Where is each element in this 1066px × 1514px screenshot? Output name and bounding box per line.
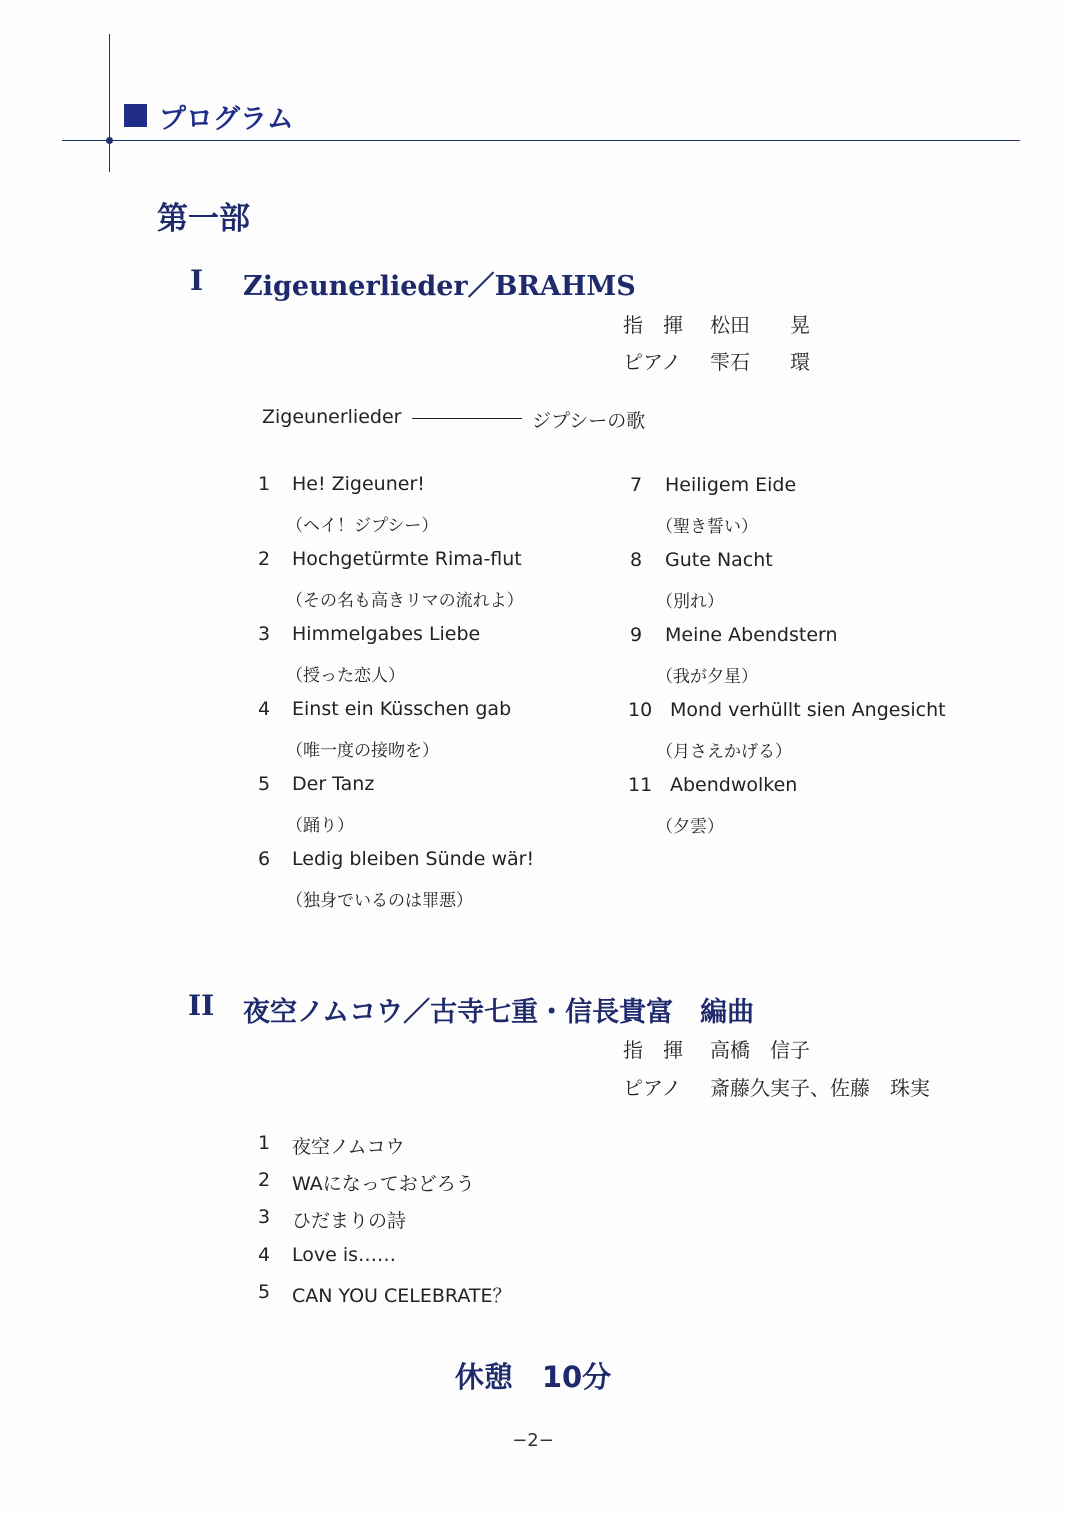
song-number: 10: [628, 699, 653, 721]
song-title: Meine Abendstern: [665, 624, 838, 646]
song-translation: （聖き誓い）: [656, 517, 758, 537]
song-title: 夜空ノムコウ: [292, 1136, 405, 1158]
song-translation: （ヘイ！ジプシー）: [286, 516, 439, 536]
song-title: Der Tanz: [292, 773, 375, 795]
subtitle-japanese: ジプシーの歌: [532, 410, 646, 432]
song-title: Heiligem Eide: [665, 474, 797, 496]
song-title: Love is……: [292, 1244, 397, 1266]
song-number: 2: [258, 548, 271, 570]
section-i-numeral: I: [190, 264, 204, 297]
intermission-label: 休憩 10分: [454, 1360, 612, 1394]
song-number: 7: [630, 474, 643, 496]
header-vertical-rule: [109, 34, 110, 172]
song-number: 4: [258, 698, 271, 720]
song-title: ひだまりの詩: [292, 1210, 407, 1232]
song-translation: （夕雲）: [656, 817, 724, 837]
song-translation: （唯一度の接吻を）: [286, 741, 439, 761]
square-bullet-icon: [124, 104, 147, 127]
song-number: 6: [258, 848, 271, 870]
song-number: 11: [628, 774, 653, 796]
song-title: Einst ein Küsschen gab: [292, 698, 512, 720]
section-i-pianist-name: 雫石 環: [710, 350, 810, 374]
song-title: He! Zigeuner!: [292, 473, 425, 495]
song-translation: （我が夕星）: [656, 667, 758, 687]
song-number: 4: [258, 1244, 271, 1266]
song-title: Mond verhüllt sien Angesicht: [670, 699, 946, 721]
song-title: CAN YOU CELEBRATE？: [292, 1285, 512, 1307]
song-translation: （別れ）: [656, 592, 724, 612]
section-ii-numeral: II: [188, 989, 215, 1022]
song-title: Himmelgabes Liebe: [292, 623, 481, 645]
subtitle-german: Zigeunerlieder: [262, 406, 402, 428]
song-translation: （踊り）: [286, 816, 354, 836]
song-number: 1: [258, 1132, 271, 1154]
header-horizontal-rule: [62, 140, 1020, 141]
song-title: Gute Nacht: [665, 549, 773, 571]
section-ii-pianist-name: 斎藤久実子、佐藤 珠実: [710, 1076, 930, 1100]
song-number: 5: [258, 773, 271, 795]
section-i-pianist-label: ピアノ: [623, 350, 682, 374]
section-i-title: Zigeunerlieder／BRAHMS: [243, 271, 636, 302]
section-ii-conductor-label: 指 揮: [623, 1038, 683, 1062]
rule-intersection-dot: [106, 137, 113, 144]
page-number: −2−: [512, 1430, 554, 1451]
song-translation: （月さえかげる）: [656, 742, 792, 762]
song-number: 8: [630, 549, 643, 571]
song-title: Hochgetürmte Rima-flut: [292, 548, 522, 570]
header-title: プログラム: [159, 104, 294, 135]
song-number: 2: [258, 1169, 271, 1191]
section-ii-pianist-label: ピアノ: [623, 1076, 682, 1100]
song-number: 3: [258, 623, 271, 645]
section-i-conductor-name: 松田 晃: [710, 313, 810, 337]
song-title: WAになっておどろう: [292, 1173, 475, 1195]
subtitle-dash: [412, 418, 522, 419]
section-ii-title: 夜空ノムコウ／古寺七重・信長貴富 編曲: [243, 997, 755, 1028]
song-number: 5: [258, 1281, 271, 1303]
song-translation: （その名も高きリマの流れよ）: [286, 591, 524, 611]
song-number: 9: [630, 624, 643, 646]
section-i-conductor-label: 指 揮: [623, 313, 683, 337]
song-translation: （授った恋人）: [286, 666, 405, 686]
song-translation: （独身でいるのは罪悪）: [286, 891, 473, 911]
part-title: 第一部: [157, 201, 250, 237]
section-ii-conductor-name: 高橋 信子: [710, 1038, 810, 1062]
song-number: 3: [258, 1206, 271, 1228]
song-title: Ledig bleiben Sünde wär!: [292, 848, 535, 870]
song-number: 1: [258, 473, 271, 495]
song-title: Abendwolken: [670, 774, 798, 796]
